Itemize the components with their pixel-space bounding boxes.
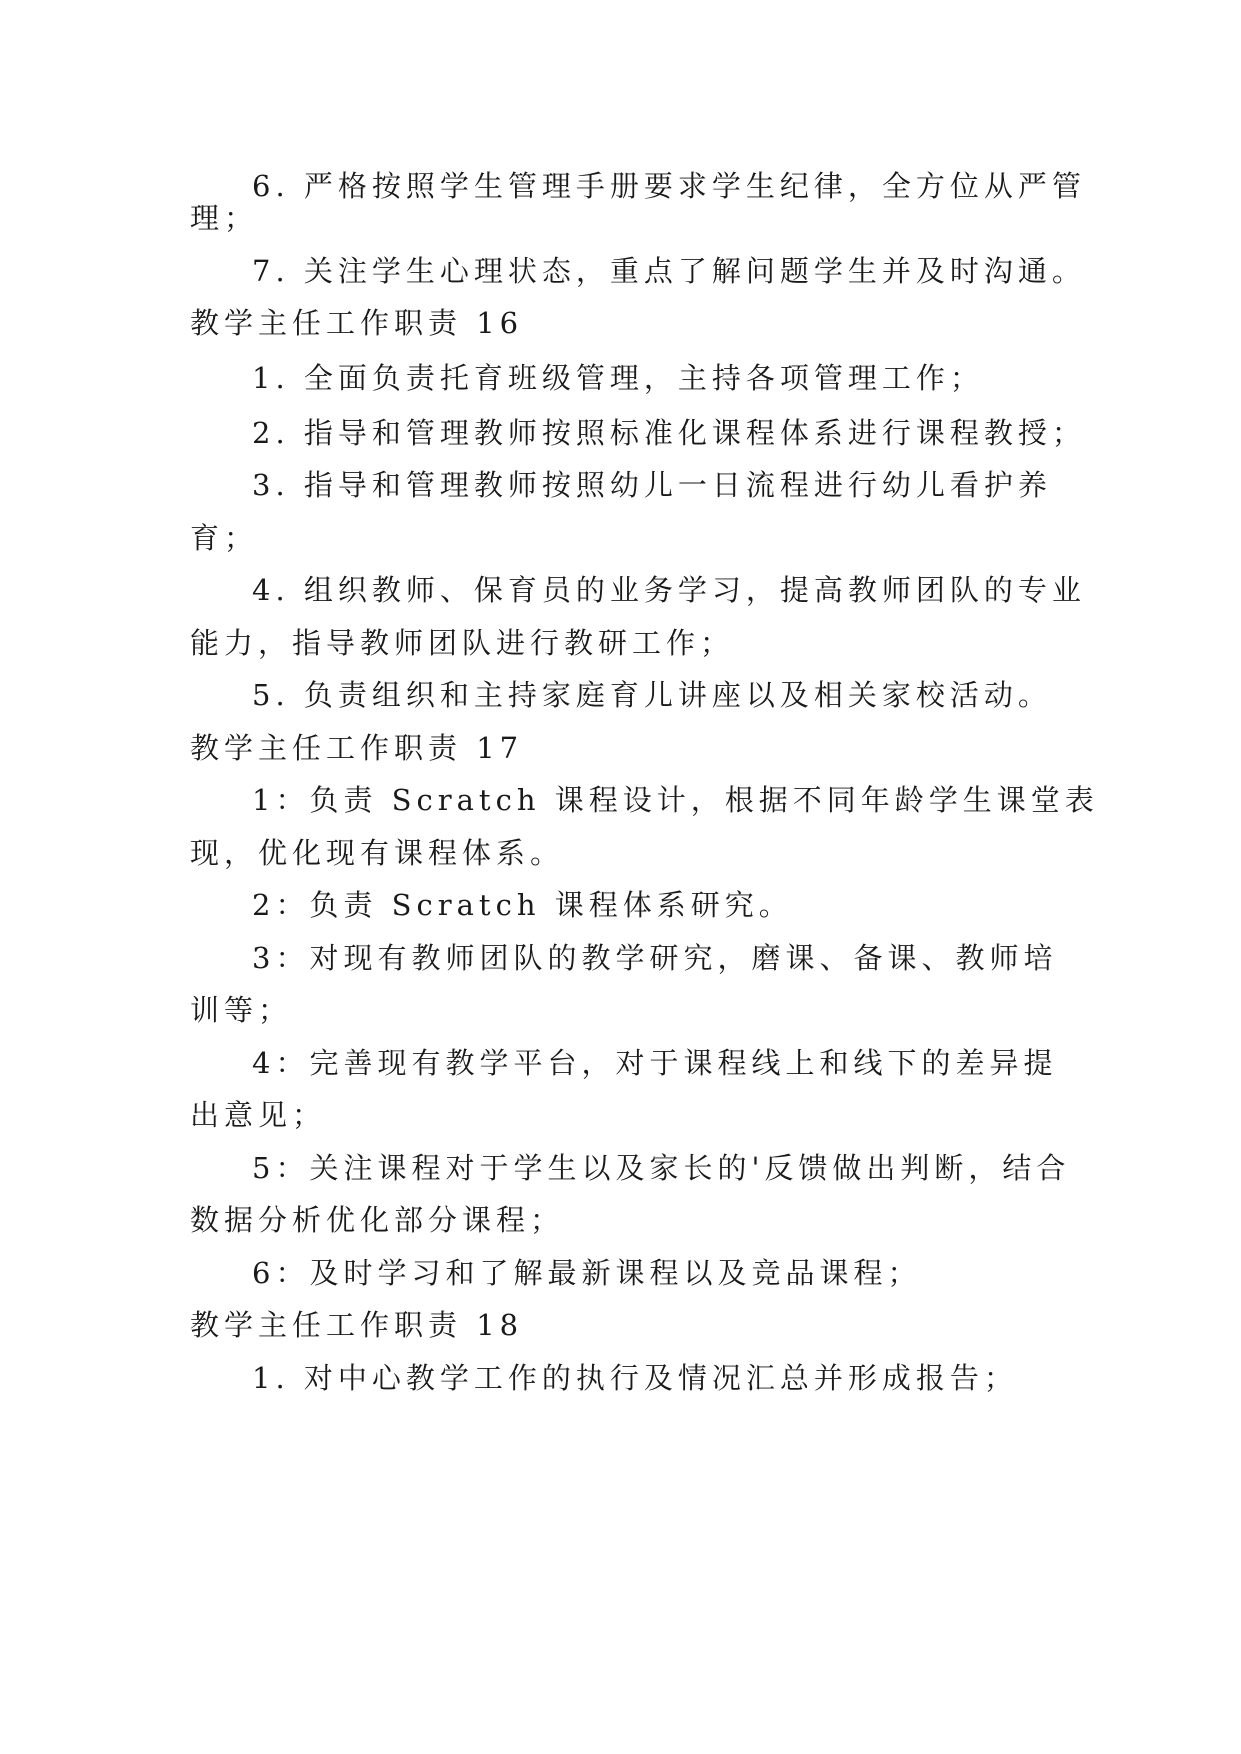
text-line: 数据分析优化部分课程； — [190, 1203, 565, 1237]
text-line: 现，优化现有课程体系。 — [190, 836, 565, 870]
text-line: 6：及时学习和了解最新课程以及竞品课程； — [252, 1256, 922, 1290]
text-line: 育； — [190, 521, 259, 555]
text-line: 2：负责 Scratch 课程体系研究。 — [252, 888, 793, 922]
text-line: 1. 对中心教学工作的执行及情况汇总并形成报告； — [252, 1361, 1018, 1395]
text-line: 训等； — [190, 993, 293, 1027]
text-line: 2. 指导和管理教师按照标准化课程体系进行课程教授； — [252, 416, 1086, 450]
text-line: 4：完善现有教学平台，对于课程线上和线下的差异提 — [252, 1046, 1058, 1080]
text-line: 4. 组织教师、保育员的业务学习，提高教师团队的专业 — [252, 573, 1086, 607]
text-line: 理； — [190, 201, 259, 235]
text-line: 1：负责 Scratch 课程设计，根据不同年龄学生课堂表 — [252, 783, 1099, 817]
text-line: 7. 关注学生心理状态，重点了解问题学生并及时沟通。 — [252, 254, 1086, 288]
text-line: 能力，指导教师团队进行教研工作； — [190, 626, 735, 660]
text-line: 1. 全面负责托育班级管理，主持各项管理工作； — [252, 361, 984, 395]
section-heading: 教学主任工作职责 18 — [190, 1308, 524, 1342]
text-line: 出意见； — [190, 1098, 327, 1132]
section-heading: 教学主任工作职责 17 — [190, 731, 524, 765]
text-line: 5：关注课程对于学生以及家长的'反馈做出判断，结合 — [252, 1151, 1071, 1185]
text-line: 3. 指导和管理教师按照幼儿一日流程进行幼儿看护养 — [252, 468, 1052, 502]
text-line: 3：对现有教师团队的教学研究，磨课、备课、教师培 — [252, 941, 1058, 975]
text-line: 6. 严格按照学生管理手册要求学生纪律，全方位从严管 — [252, 169, 1086, 203]
text-line: 5. 负责组织和主持家庭育儿讲座以及相关家校活动。 — [252, 678, 1052, 712]
section-heading: 教学主任工作职责 16 — [190, 306, 524, 340]
